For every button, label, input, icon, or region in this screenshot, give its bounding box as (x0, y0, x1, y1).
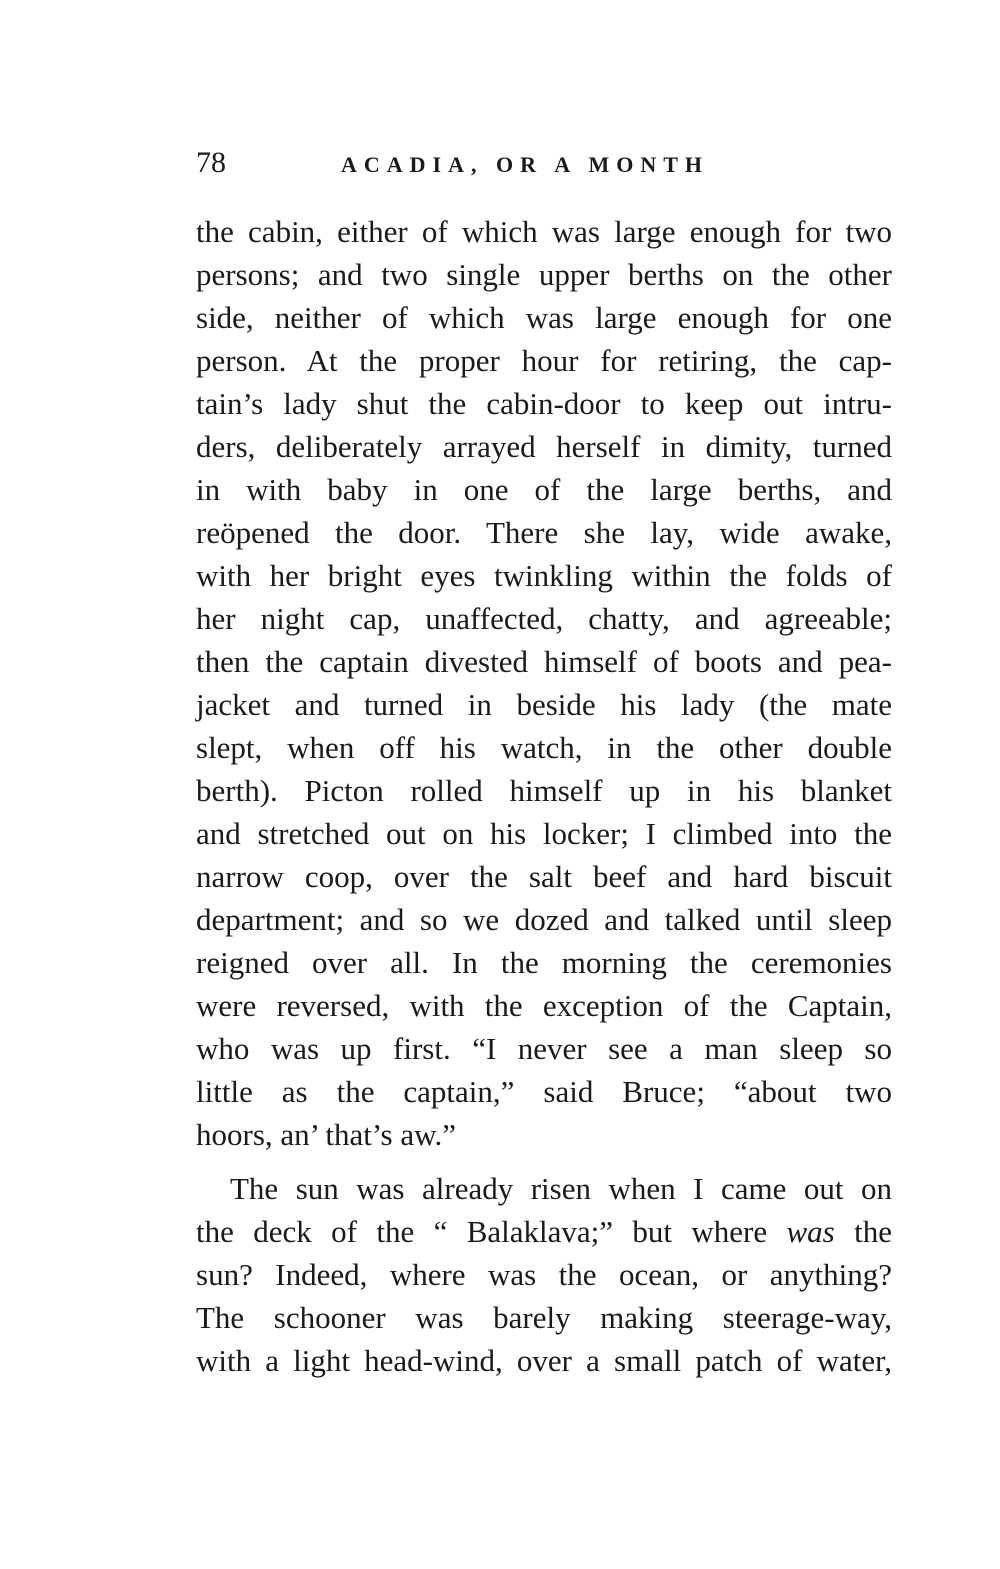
text-line: who was up first. “I never see a man sleep so (196, 1031, 892, 1066)
text-line: the cabin, either of which was large enough for two (196, 214, 892, 249)
text-line: berth). Picton rolled himself up in his blanket (196, 773, 892, 808)
text-line-with-italic (196, 1210, 892, 1253)
text-line: with a light head-wind, over a small patch of water, (196, 1343, 892, 1378)
text-line: ders, deliberately arrayed herself in dimity, turned (196, 429, 892, 464)
text-line: tain’s lady shut the cabin-door to keep out intru- (196, 386, 892, 421)
text-line: person. At the proper hour for retiring, the cap- (196, 343, 892, 378)
text-line: with her bright eyes twinkling within the folds of (196, 558, 892, 593)
text-line: The sun was already risen when I came out on (230, 1171, 892, 1206)
text-line: jacket and turned in beside his lady (the mate (196, 687, 892, 722)
text-line: then the captain divested himself of boots and pea- (196, 644, 892, 679)
page-number: 78 (196, 146, 226, 179)
text-line: The schooner was barely making steerage-way, (196, 1300, 892, 1335)
text-line: reigned over all. In the morning the ceremonies (196, 945, 892, 980)
page-header (196, 143, 896, 183)
text-line: reöpened the door. There she lay, wide awake, (196, 515, 892, 550)
text-line: sun? Indeed, where was the ocean, or anything? (196, 1257, 892, 1292)
text-line: and stretched out on his locker; I climbed into the (196, 816, 892, 851)
text-fragment: the (854, 1214, 892, 1249)
text-fragment: the deck of the “ Balaklava;” but where (196, 1214, 768, 1249)
paragraph-1 (196, 210, 892, 1156)
text-line: hoors, an’ that’s aw.” (196, 1117, 456, 1152)
paragraph-2 (196, 1167, 892, 1382)
page-body (196, 210, 892, 1382)
text-line: in with baby in one of the large berths, and (196, 472, 892, 507)
text-line: department; and so we dozed and talked until sleep (196, 902, 892, 937)
text-line: slept, when off his watch, in the other double (196, 730, 892, 765)
italic-emphasis: was (786, 1214, 835, 1249)
text-line: her night cap, unaffected, chatty, and agreeable; (196, 601, 892, 636)
text-line: persons; and two single upper berths on the other (196, 257, 892, 292)
text-line: narrow coop, over the salt beef and hard biscuit (196, 859, 892, 894)
text-line: were reversed, with the exception of the Captain, (196, 988, 892, 1023)
text-line: little as the captain,” said Bruce; “about two (196, 1074, 892, 1109)
running-head: ACADIA, OR A MONTH (341, 152, 710, 177)
text-line: side, neither of which was large enough for one (196, 300, 892, 335)
